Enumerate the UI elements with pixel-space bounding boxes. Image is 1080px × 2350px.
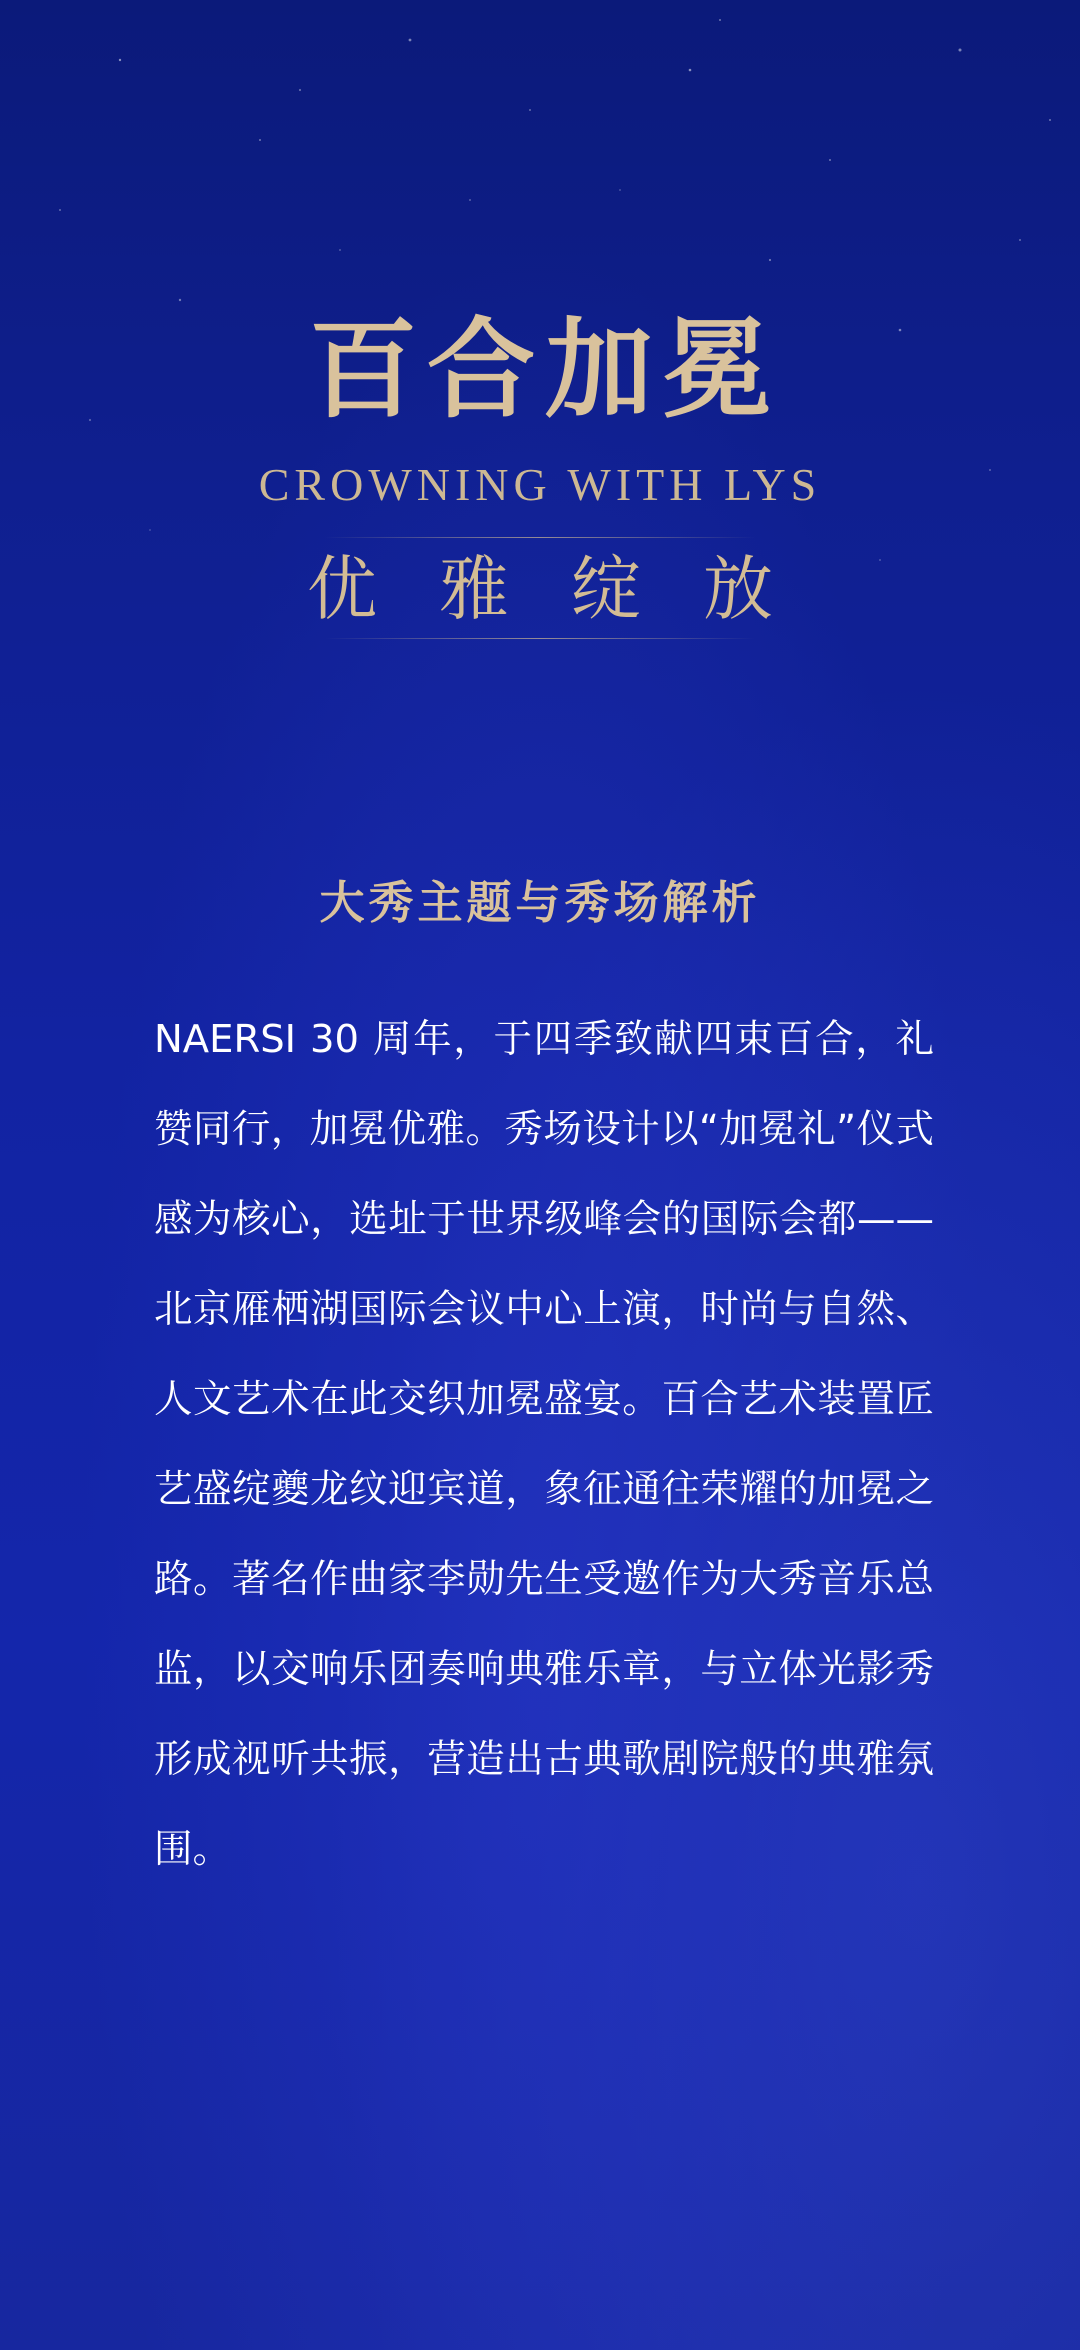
- title-english: CROWNING WITH LYS: [258, 459, 822, 510]
- title-block: [0, 305, 1080, 639]
- section-body: NAERSI 30 周年，于四季致献四束百合，礼赞同行，加冕优雅。秀场设计以“加冕礼”仪式感为核心，选址于世界级峰会的国际会都——北京雁栖湖国际会议中心上演，时尚与自然、人文艺术在此交织加冕盛宴。百合艺术装置匠艺盛绽夔龙纹迎宾道，象征通往荣耀的加冕之路。著名作曲家李勋先生受邀作为大秀音乐总监，以交响乐团奏响典雅乐章，与立体光影秀形成视听共振，营造出古典歌剧院般的典雅氛围。: [154, 1017, 934, 1872]
- title-divider-top: [325, 537, 755, 538]
- section-heading: 大秀主题与秀场解析: [319, 876, 761, 929]
- subtitle-chinese: 优雅绽放: [307, 548, 835, 630]
- title-chinese: 百合加冕: [308, 307, 781, 433]
- title-divider-bottom: [325, 638, 755, 639]
